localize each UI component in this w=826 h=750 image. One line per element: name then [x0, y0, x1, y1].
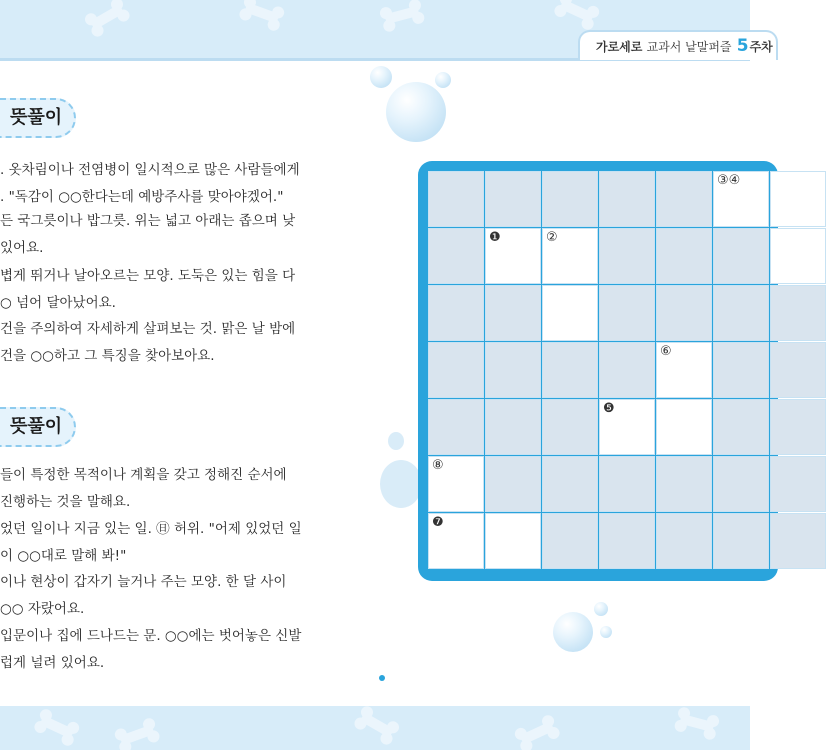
bubble-decoration	[553, 612, 593, 652]
section-heading-2: 뜻풀이	[0, 407, 76, 447]
bottom-decor-band	[0, 706, 750, 750]
bubble-decoration	[600, 626, 612, 638]
bubble-decoration	[435, 72, 451, 88]
clue-number: ❼	[432, 515, 444, 530]
blocked-cell	[599, 285, 655, 341]
paw-decoration	[380, 460, 422, 508]
answer-cell[interactable]	[428, 513, 484, 569]
answer-cell[interactable]	[770, 171, 826, 227]
answer-cell[interactable]	[485, 228, 541, 284]
blocked-cell	[485, 285, 541, 341]
blocked-cell	[542, 456, 598, 512]
answer-cell[interactable]	[485, 513, 541, 569]
blocked-cell	[428, 342, 484, 398]
clue-5: 들이 특정한 목적이나 계획을 갖고 정해진 순서에 진행하는 것을 말해요.	[0, 467, 287, 510]
week-number: 5	[736, 36, 749, 56]
blocked-cell	[656, 456, 712, 512]
paw-decoration	[388, 432, 404, 450]
blocked-cell	[599, 171, 655, 227]
clue-number: ❺	[603, 401, 615, 416]
page-dot	[379, 675, 385, 681]
blocked-cell	[770, 513, 826, 569]
clue-number: ⑧	[432, 458, 444, 473]
blocked-cell	[713, 399, 769, 455]
blocked-cell	[485, 342, 541, 398]
blocked-cell	[656, 228, 712, 284]
blocked-cell	[485, 456, 541, 512]
blocked-cell	[770, 456, 826, 512]
blocked-cell	[656, 171, 712, 227]
answer-cell[interactable]	[542, 228, 598, 284]
clue-number: ⑥	[660, 344, 672, 359]
bubble-decoration	[370, 66, 392, 88]
blocked-cell	[542, 399, 598, 455]
blocked-cell	[428, 399, 484, 455]
blocked-cell	[713, 456, 769, 512]
blocked-cell	[599, 456, 655, 512]
blocked-cell	[485, 171, 541, 227]
crossword-grid	[418, 161, 778, 581]
blocked-cell	[428, 285, 484, 341]
blocked-cell	[599, 342, 655, 398]
bubble-decoration	[594, 602, 608, 616]
clue-number: ③④	[717, 173, 741, 188]
blocked-cell	[770, 399, 826, 455]
clue-number: ❶	[489, 230, 501, 245]
clue-4: 건을 주의하여 자세하게 살펴보는 것. 맑은 날 밤에 건을 ○○하고 그 특징을 찾아보아요.	[0, 321, 296, 364]
blocked-cell	[713, 285, 769, 341]
clue-3: 볍게 뛰거나 날아오르는 모양. 도둑은 있는 힘을 다 ○ 넘어 달아났어요.	[0, 268, 296, 311]
blocked-cell	[428, 171, 484, 227]
clue-6: 었던 일이나 지금 있는 일. ㊐ 허위. "어제 있었던 일 이 ○○대로 말해 봐!"	[0, 521, 302, 564]
blocked-cell	[542, 342, 598, 398]
blocked-cell	[713, 228, 769, 284]
answer-cell[interactable]	[428, 456, 484, 512]
answer-cell[interactable]	[770, 228, 826, 284]
blocked-cell	[770, 285, 826, 341]
blocked-cell	[656, 513, 712, 569]
blocked-cell	[542, 513, 598, 569]
blocked-cell	[713, 342, 769, 398]
blocked-cell	[713, 513, 769, 569]
clue-number: ②	[546, 230, 558, 245]
tag-middle: 교과서 낱말퍼즐	[646, 40, 732, 54]
blocked-cell	[770, 342, 826, 398]
clue-7: 이나 현상이 갑자기 늘거나 주는 모양. 한 달 사이 ○○ 자랐어요.	[0, 574, 287, 617]
chapter-tag	[578, 30, 778, 60]
answer-cell[interactable]	[656, 342, 712, 398]
clue-2: 든 국그릇이나 밥그릇. 위는 넓고 아래는 좁으며 낮 있어요.	[0, 213, 296, 256]
tag-suffix: 주차	[749, 40, 773, 54]
blocked-cell	[485, 399, 541, 455]
blocked-cell	[428, 228, 484, 284]
answer-cell[interactable]	[599, 399, 655, 455]
section-heading-1: 뜻풀이	[0, 98, 76, 138]
bubble-decoration	[386, 82, 446, 142]
blocked-cell	[656, 285, 712, 341]
blocked-cell	[542, 171, 598, 227]
clue-8: 입문이나 집에 드나드는 문. ○○에는 벗어놓은 신발 럽게 널려 있어요.	[0, 628, 302, 671]
blocked-cell	[599, 513, 655, 569]
blocked-cell	[599, 228, 655, 284]
answer-cell[interactable]	[713, 171, 769, 227]
answer-cell[interactable]	[542, 285, 598, 341]
tag-prefix: 가로세로	[596, 40, 643, 54]
answer-cell[interactable]	[656, 399, 712, 455]
clue-1: . 옷차림이나 전염병이 일시적으로 많은 사람들에게 . "독감이 ○○한다는데 예방주사를 맞아야겠어."	[0, 162, 300, 205]
